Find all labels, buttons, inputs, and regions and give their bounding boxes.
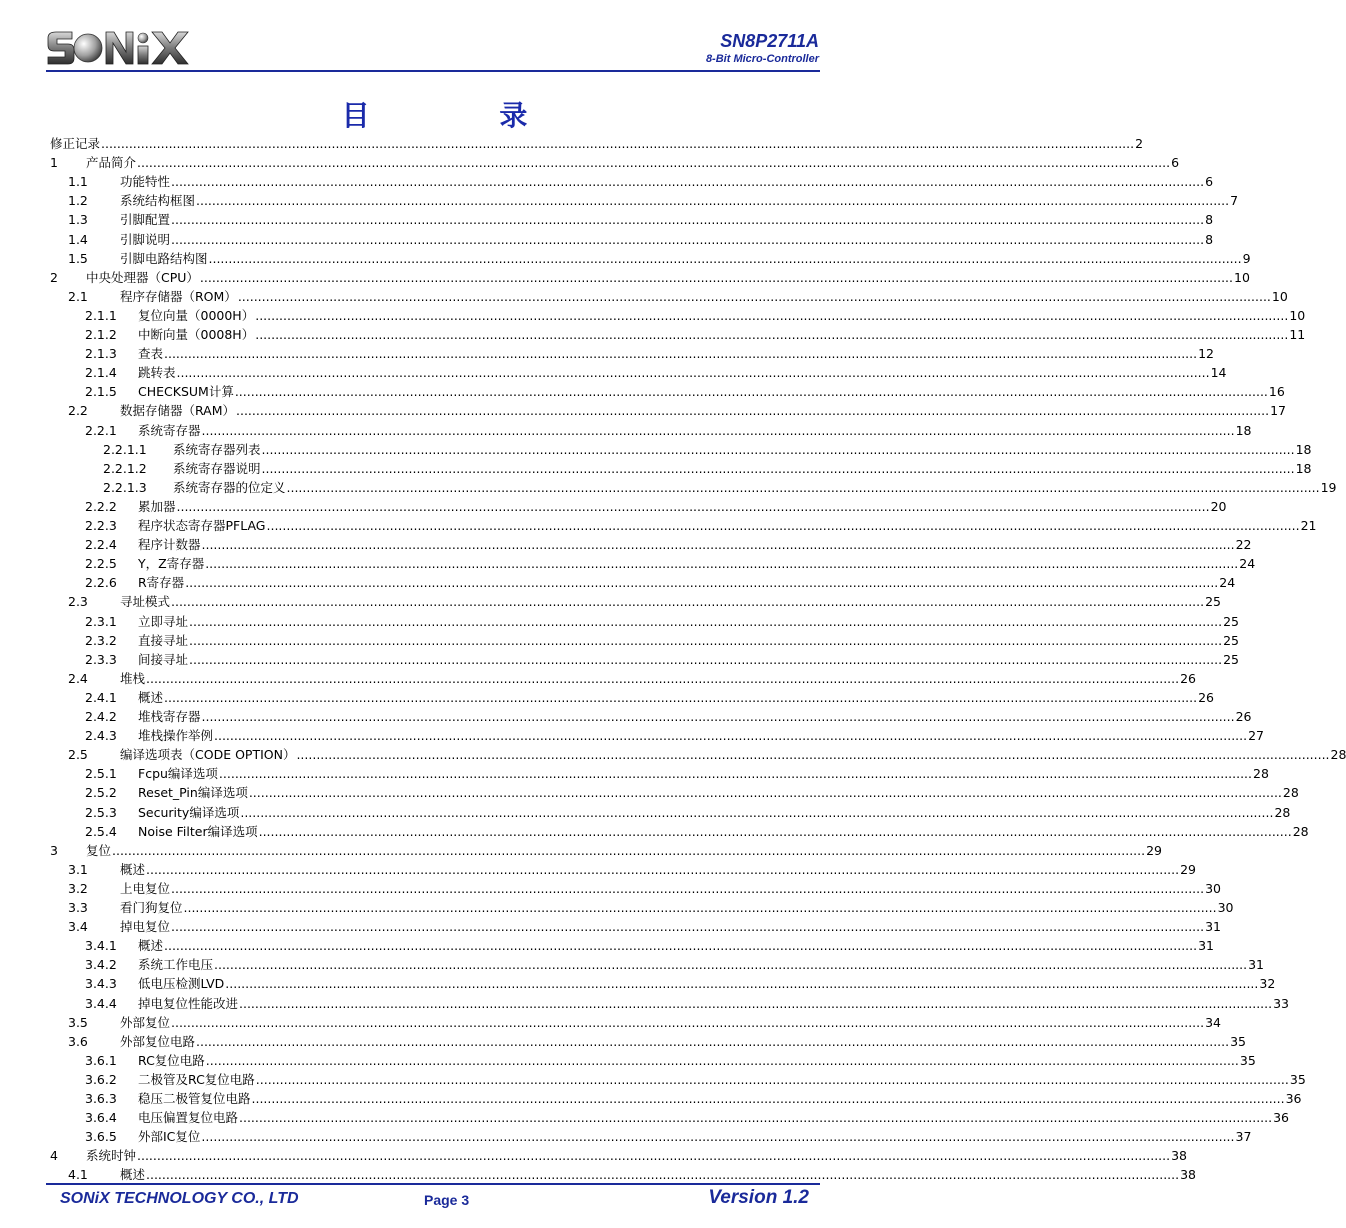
toc-entry-page: 19 [1320,479,1337,495]
toc-entry-title: 掉电复位性能改进 [138,995,239,1011]
toc-entry[interactable] [85,686,1215,705]
toc-entry-title: 系统时钟 [86,1148,137,1164]
toc-entry-title: 复位向量（0000H） [138,307,255,323]
toc-leader-dots: .................................................................................................................................................................................................................................................................... [296,747,1330,763]
toc-entry[interactable] [68,896,1234,915]
toc-leader-dots: .................................................................................................................................................................................................................................................................... [101,136,1135,151]
toc-leader-dots: .................................................................................................................................................................................................................................................................... [171,880,1205,896]
toc-leader-dots: .................................................................................................................................................................................................................................................................... [208,250,1242,266]
toc-entry[interactable] [85,571,1236,591]
toc-leader-dots: .................................................................................................................................................................................................................................................................... [112,842,1146,858]
toc-entry[interactable] [68,247,1251,266]
toc-entry-number: 2.1 [68,288,88,304]
toc-leader-dots: .................................................................................................................................................................................................................................................................... [255,327,1289,342]
toc-entry[interactable] [85,342,1215,362]
toc-entry-page: 30 [1217,900,1234,915]
toc-entry-number: 2.2.5 [85,556,117,572]
toc-entry-number: 2.5.4 [85,823,117,839]
toc-entry[interactable] [68,1011,1222,1030]
toc-leader-dots: .................................................................................................................................................................................................................................................................... [171,594,1205,610]
toc-entry-number: 3.3 [68,900,88,915]
toc-leader-dots: .................................................................................................................................................................................................................................................................... [171,919,1205,935]
toc-entry-number: 1.2 [68,193,88,209]
toc-entry-number: 2.1.4 [85,365,117,381]
toc-entry-title: 系统工作电压 [138,957,214,973]
toc-entry-page: 25 [1223,613,1240,629]
toc-leader-dots: .................................................................................................................................................................................................................................................................... [164,938,1198,954]
toc-entry-title: 修正记录 [50,136,101,151]
toc-entry-title: 中断向量（0008H） [138,327,255,342]
toc-entry[interactable] [85,781,1299,801]
toc-entry[interactable] [68,1163,1197,1183]
toc-entry-number: 1.1 [68,174,88,190]
toc-entry-page: 31 [1205,919,1222,935]
toc-entry-number: 3.1 [68,861,88,877]
toc-entry-title: 堆栈 [120,670,146,686]
toc-entry-page: 29 [1180,861,1197,877]
toc-entry-page: 9 [1242,250,1251,266]
sonix-logo [46,30,196,66]
toc-title: 目 录 [341,99,588,132]
toc-entry[interactable] [85,323,1306,342]
toc-entry-title: 查表 [138,346,164,362]
toc-leader-dots: .................................................................................................................................................................................................................................................................... [266,518,1300,533]
toc-entry-title: 电压偏置复位电路 [138,1110,239,1126]
toc-entry-title: 跳转表 [138,365,176,381]
toc-entry-page: 8 [1205,231,1214,247]
toc-entry-page: 35 [1289,1071,1306,1087]
toc-entry-page: 25 [1205,594,1222,610]
toc-entry[interactable] [50,266,1250,285]
toc-leader-dots: .................................................................................................................................................................................................................................................................... [239,995,1273,1011]
toc-entry-number: 2.1.2 [85,327,117,342]
toc-leader-dots: .................................................................................................................................................................................................................................................................... [183,900,1217,915]
toc-entry-number: 2.5.1 [85,766,117,782]
toc-entry-number: 2.2.2 [85,498,117,514]
toc-entry-number: 3.5 [68,1014,88,1030]
toc-leader-dots: .................................................................................................................................................................................................................................................................... [171,1014,1205,1030]
toc-entry[interactable] [68,208,1214,228]
toc-entry[interactable] [85,629,1240,648]
toc-entry[interactable] [85,304,1306,323]
toc-entry-page: 7 [1230,193,1239,209]
toc-entry[interactable] [85,1087,1302,1106]
toc-entry-number: 2.3.1 [85,613,117,629]
toc-entry-page: 31 [1198,938,1215,954]
toc-entry-number: 2.1.1 [85,307,117,323]
toc-leader-dots: .................................................................................................................................................................................................................................................................... [205,556,1239,572]
toc-entry-page: 26 [1235,709,1252,724]
toc-leader-dots: .................................................................................................................................................................................................................................................................... [171,174,1205,190]
toc-entry[interactable] [68,399,1287,419]
toc-entry-title: Y，Z寄存器 [138,556,205,572]
toc-entry[interactable] [68,877,1222,896]
toc-entry[interactable] [85,762,1269,782]
toc-leader-dots: .................................................................................................................................................................................................................................................................... [176,365,1210,381]
toc-entry[interactable] [103,438,1312,457]
toc-entry-title: R寄存器 [138,575,185,591]
header-divider [46,70,820,72]
toc-entry-page: 11 [1289,327,1306,342]
toc-entry-number: 2.3.2 [85,632,117,648]
toc-entry-number: 1 [50,155,58,171]
toc-entry[interactable] [50,151,1180,171]
toc-entry-page: 6 [1171,155,1180,171]
toc-entry-page: 28 [1274,804,1291,820]
toc-entry-page: 17 [1270,403,1287,419]
toc-entry-number: 2.5.3 [85,804,117,820]
toc-entry-page: 24 [1219,575,1236,591]
toc-entry-title: Reset_Pin编译选项 [138,785,248,801]
toc-leader-dots: .................................................................................................................................................................................................................................................................... [146,861,1180,877]
toc-entry[interactable] [68,915,1222,935]
toc-entry-title: 立即寻址 [138,613,189,629]
toc-entry[interactable] [50,839,1163,858]
toc-entry-number: 3.6.5 [85,1129,117,1145]
toc-leader-dots: .................................................................................................................................................................................................................................................................... [146,670,1180,686]
toc-entry-number: 2.5 [68,747,88,763]
toc-entry-title: 系统寄存器列表 [173,441,261,457]
toc-entry-page: 8 [1205,212,1214,228]
toc-entry[interactable] [85,820,1309,839]
toc-entry-title: 概述 [120,861,146,877]
toc-entry-number: 3.4.1 [85,938,117,954]
toc-entry-number: 3.6.4 [85,1110,117,1126]
toc-entry-title: 间接寻址 [138,651,189,667]
toc-entry-page: 28 [1292,823,1309,839]
toc-entry[interactable] [85,972,1276,992]
toc-leader-dots: .................................................................................................................................................................................................................................................................... [171,231,1205,247]
footer-page-number: Page 3 [424,1192,470,1208]
toc-entry-title: 看门狗复位 [120,900,183,915]
toc-entry-title: 功能特性 [120,174,171,190]
footer-divider [46,1183,820,1185]
toc-entry[interactable] [85,380,1285,400]
toc-entry-title: 系统寄存器 [138,422,201,438]
toc-entry-title: 系统寄存器的位定义 [173,479,286,495]
toc-entry-page: 24 [1239,556,1256,572]
toc-entry-page: 36 [1273,1110,1290,1126]
toc-entry-number: 3.6.3 [85,1091,117,1106]
toc-leader-dots: .................................................................................................................................................................................................................................................................... [236,403,1270,419]
toc-entry-page: 35 [1230,1033,1247,1049]
toc-leader-dots: .................................................................................................................................................................................................................................................................... [258,823,1292,839]
toc-entry-page: 10 [1289,307,1306,323]
toc-entry[interactable] [68,170,1214,190]
toc-leader-dots: .................................................................................................................................................................................................................................................................... [234,384,1268,400]
toc-entry-number: 4 [50,1148,58,1164]
toc-entry[interactable] [68,667,1197,686]
toc-entry[interactable] [50,1144,1188,1164]
toc-entry-title: Fcpu编译选项 [138,766,218,782]
toc-entry-number: 2.2.3 [85,518,117,533]
toc-leader-dots: .................................................................................................................................................................................................................................................................... [255,307,1289,323]
toc-entry-number: 2.4.2 [85,709,117,724]
toc-entry-number: 1.4 [68,231,88,247]
toc-entry-number: 2.2.1.2 [103,460,147,476]
toc-entry-title: 系统结构框图 [120,193,196,209]
toc-entry-page: 6 [1205,174,1214,190]
toc-entry-page: 30 [1205,880,1222,896]
toc-entry[interactable] [68,1030,1247,1049]
toc-entry[interactable] [85,648,1240,667]
toc-leader-dots: .................................................................................................................................................................................................................................................................... [189,632,1223,648]
toc-entry-number: 2.2.1.1 [103,441,147,457]
toc-entry-number: 4.1 [68,1167,88,1183]
toc-entry-number: 2.2.1.3 [103,479,147,495]
toc-entry-page: 10 [1234,269,1250,285]
toc-entry-number: 2.3 [68,594,88,610]
toc-entry[interactable] [85,953,1265,973]
toc-entry-title: 直接寻址 [138,632,189,648]
footer-version: Version 1.2 [708,1187,809,1208]
toc-entry-page: 33 [1273,995,1290,1011]
toc-entry-number: 3.4.3 [85,976,117,992]
toc-entry-page: 25 [1223,632,1240,648]
toc-leader-dots: .................................................................................................................................................................................................................................................................... [201,537,1235,553]
toc-entry-number: 2.4 [68,670,88,686]
toc-entry-page: 14 [1210,365,1227,381]
toc-entry-title: 引脚说明 [120,231,171,247]
toc-entry-page: 22 [1235,537,1252,553]
toc-leader-dots: .................................................................................................................................................................................................................................................................... [255,1071,1289,1087]
toc-entry-number: 3.2 [68,880,88,896]
toc-entry-title: 概述 [138,689,164,705]
toc-entry-page: 25 [1223,651,1240,667]
toc-entry-title: 系统寄存器说明 [173,460,261,476]
toc-entry-page: 28 [1330,747,1346,763]
toc-entry[interactable] [85,361,1227,381]
toc-leader-dots: .................................................................................................................................................................................................................................................................... [261,460,1295,476]
toc-leader-dots: .................................................................................................................................................................................................................................................................... [137,1148,1171,1164]
toc-leader-dots: .................................................................................................................................................................................................................................................................... [214,957,1248,973]
toc-entry[interactable] [85,1125,1252,1145]
toc-entry-number: 3.6 [68,1033,88,1049]
toc-leader-dots: .................................................................................................................................................................................................................................................................... [171,212,1205,228]
toc-entry-page: 16 [1268,384,1285,400]
toc-entry-title: RC复位电路 [138,1052,205,1068]
toc-leader-dots: .................................................................................................................................................................................................................................................................... [240,804,1274,820]
toc-entry-page: 37 [1235,1129,1252,1145]
toc-entry-number: 3.4 [68,919,88,935]
toc-entry-title: 数据存储器（RAM） [120,403,236,419]
toc-entry[interactable] [85,533,1252,553]
toc-entry[interactable] [85,610,1240,629]
toc-entry-page: 34 [1205,1014,1222,1030]
toc-entry-page: 18 [1235,422,1252,438]
toc-entry[interactable] [85,1049,1256,1068]
toc-entry-title: 编译选项表（CODE OPTION） [120,747,296,763]
toc-entry-title: Security编译选项 [138,804,240,820]
toc-entry-page: 12 [1198,346,1215,362]
toc-entry-page: 27 [1248,728,1265,744]
toc-entry-title: 上电复位 [120,880,171,896]
toc-entry-title: 寻址模式 [120,594,171,610]
toc-leader-dots: .................................................................................................................................................................................................................................................................... [214,728,1248,744]
toc-entry-page: 2 [1135,136,1144,151]
toc-leader-dots: .................................................................................................................................................................................................................................................................... [189,613,1223,629]
toc-entry-title: 低电压检测LVD [138,976,225,992]
toc-entry[interactable] [68,590,1222,610]
toc-entry[interactable] [85,724,1265,744]
toc-entry-page: 38 [1171,1148,1188,1164]
toc-leader-dots: .................................................................................................................................................................................................................................................................... [164,689,1198,705]
product-name: SN8P2711A [720,31,819,51]
toc-entry-page: 18 [1295,441,1312,457]
toc-entry-title: 外部复位电路 [120,1033,196,1049]
page-header [0,0,869,80]
toc-entry-number: 2.1.3 [85,346,117,362]
toc-entry-page: 32 [1259,976,1276,992]
toc-entry-number: 3.4.4 [85,995,117,1011]
toc-entry-page: 31 [1248,957,1265,973]
toc-entry-page: 18 [1295,460,1312,476]
toc-entry-title: 掉电复位 [120,919,171,935]
toc-entry-page: 21 [1300,518,1317,533]
toc-entry-title: Noise Filter编译选项 [138,823,258,839]
toc-entry[interactable] [85,495,1227,514]
toc-entry-number: 2.3.3 [85,651,117,667]
toc-entry-number: 1.5 [68,250,88,266]
toc-entry-number: 2 [50,269,58,285]
toc-entry-page: 28 [1253,766,1269,782]
toc-leader-dots: .................................................................................................................................................................................................................................................................... [189,651,1223,667]
toc-entry-number: 2.1.5 [85,384,117,400]
toc-entry[interactable] [85,992,1290,1011]
toc-entry-page: 36 [1285,1091,1302,1106]
toc-entry-title: 引脚电路结构图 [120,250,208,266]
toc-entry-page: 29 [1146,842,1163,858]
toc-leader-dots: .................................................................................................................................................................................................................................................................... [239,1110,1273,1126]
toc-entry[interactable] [85,934,1215,954]
toc-entry-title: 外部复位 [120,1014,171,1030]
toc-entry[interactable] [85,801,1291,820]
toc-entry[interactable] [68,189,1239,209]
toc-entry-page: 35 [1239,1052,1256,1068]
toc-entry[interactable] [85,419,1252,438]
toc-entry-number: 2.2.6 [85,575,117,591]
toc-entry-title: 外部IC复位 [138,1129,201,1145]
toc-leader-dots: .................................................................................................................................................................................................................................................................... [205,1052,1239,1068]
toc-entry-number: 3 [50,842,58,858]
toc-entry-number: 2.4.1 [85,689,117,705]
toc-entry-title: 累加器 [138,498,176,514]
toc-leader-dots: .................................................................................................................................................................................................................................................................... [225,976,1259,992]
toc-entry-page: 26 [1180,670,1197,686]
toc-entry-title: 二极管及RC复位电路 [138,1071,255,1087]
toc-leader-dots: .................................................................................................................................................................................................................................................................... [248,785,1282,801]
toc-entry[interactable] [68,743,1346,763]
toc-entry-number: 2.2.1 [85,422,117,438]
toc-entry-title: 堆栈寄存器 [138,709,201,724]
toc-leader-dots: .................................................................................................................................................................................................................................................................... [185,575,1219,591]
toc-leader-dots: .................................................................................................................................................................................................................................................................... [137,155,1171,171]
toc-entry-number: 1.3 [68,212,88,228]
toc-entry[interactable] [85,1106,1290,1126]
toc-entry[interactable] [68,285,1288,304]
toc-leader-dots: .................................................................................................................................................................................................................................................................... [201,709,1235,724]
toc-entry-title: 程序计数器 [138,537,201,553]
toc-entry[interactable] [85,1068,1306,1087]
toc-entry-number: 2.5.2 [85,785,117,801]
toc-entry[interactable] [68,858,1197,877]
toc-entry-page: 20 [1210,498,1227,514]
toc-entry-page: 38 [1180,1167,1197,1183]
toc-entry-title: 稳压二极管复位电路 [138,1091,251,1106]
toc-entry[interactable] [85,514,1317,533]
toc-entry-number: 3.4.2 [85,957,117,973]
toc-entry-title: 堆栈操作举例 [138,728,214,744]
toc-entry[interactable] [68,228,1214,247]
toc-entry[interactable] [85,552,1256,572]
toc-entry[interactable] [85,705,1252,724]
footer-company: SONiX TECHNOLOGY CO., LTD [60,1190,299,1207]
toc-leader-dots: .................................................................................................................................................................................................................................................................... [218,766,1253,782]
toc-leader-dots: .................................................................................................................................................................................................................................................................... [164,346,1198,362]
toc-entry-title: 复位 [86,842,112,858]
toc-leader-dots: .................................................................................................................................................................................................................................................................... [261,441,1295,457]
toc-entry-title: 概述 [138,938,164,954]
toc-entry-number: 3.6.2 [85,1071,117,1087]
toc-entry-number: 3.6.1 [85,1052,117,1068]
toc-entry[interactable] [50,132,1144,151]
toc-leader-dots: .................................................................................................................................................................................................................................................................... [201,1129,1235,1145]
toc-entry-title: 中央处理器（CPU） [86,269,199,285]
toc-leader-dots: .................................................................................................................................................................................................................................................................... [176,498,1210,514]
toc-entry-number: 2.2.4 [85,537,117,553]
toc-entry-title: 概述 [120,1167,146,1183]
toc-leader-dots: .................................................................................................................................................................................................................................................................... [146,1167,1180,1183]
toc-entry-title: CHECKSUM计算 [138,384,234,400]
toc-entry-number: 2.2 [68,403,88,419]
toc-leader-dots: .................................................................................................................................................................................................................................................................... [196,193,1230,209]
toc-leader-dots: .................................................................................................................................................................................................................................................................... [199,269,1234,285]
toc-entry-page: 28 [1282,785,1299,801]
toc-entry-page: 26 [1198,689,1215,705]
toc-entry-page: 10 [1271,288,1288,304]
toc-leader-dots: .................................................................................................................................................................................................................................................................... [251,1091,1285,1106]
toc-entry[interactable] [103,476,1337,495]
toc-leader-dots: .................................................................................................................................................................................................................................................................... [237,288,1271,304]
toc-entry-title: 引脚配置 [120,212,171,228]
toc-entry-title: 程序状态寄存器PFLAG [138,518,266,533]
toc-entry-title: 程序存储器（ROM） [120,288,237,304]
toc-leader-dots: .................................................................................................................................................................................................................................................................... [201,422,1235,438]
toc-leader-dots: .................................................................................................................................................................................................................................................................... [196,1033,1230,1049]
toc-entry[interactable] [103,457,1312,476]
toc-leader-dots: .................................................................................................................................................................................................................................................................... [286,479,1320,495]
toc-entry-number: 2.4.3 [85,728,117,744]
product-subtitle: 8-Bit Micro-Controller [705,53,819,65]
toc-entry-title: 产品简介 [86,155,137,171]
